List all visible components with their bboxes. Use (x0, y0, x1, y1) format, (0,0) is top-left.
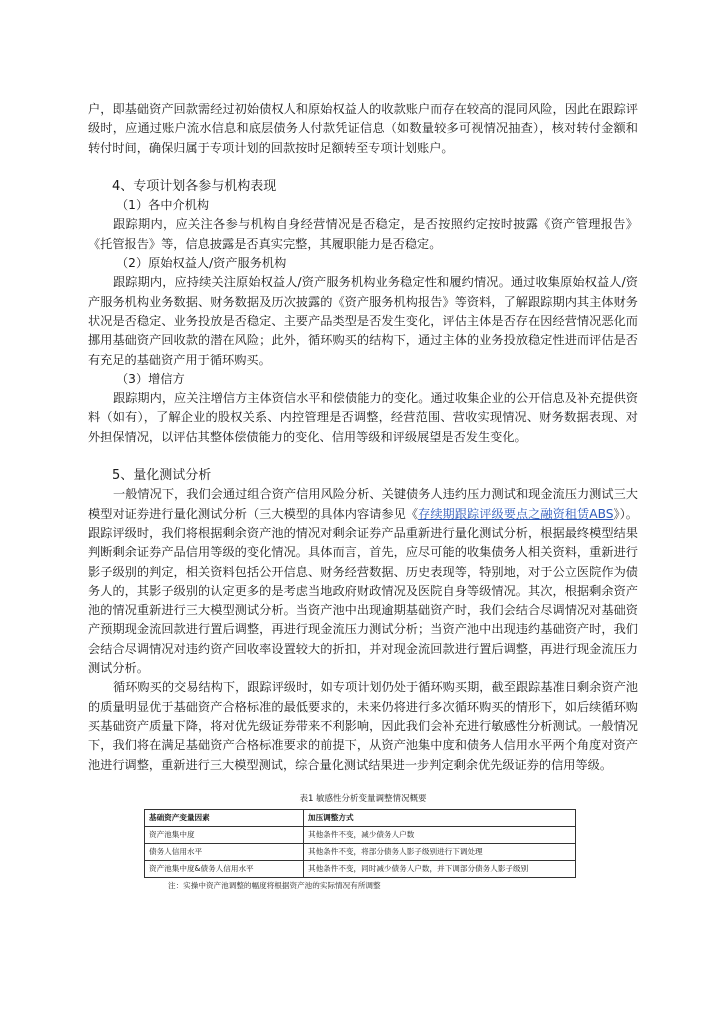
section-4-1-heading: （1）各中介机构 (116, 198, 210, 213)
table-cell: 资产池集中度&债务人信用水平 (145, 860, 304, 877)
table-row (145, 826, 576, 843)
section-5-body-1-part-b: 》）。跟踪评级时，我们将根据剩余资产池的情况对剩余证券产品重新进行量化测试分析，根据最终模型结果判断剩余证券产品信用等级的变化情况。具体而言，首先，应尽可能的收集债务人相关资料，重新进行影子级别的判定，相关资料包括公开信息、财务经营数据、历史表现等，特别地，对于公立医院作为债务人的，其影子级别的认定更多的是考虑当地政府财政情况及医院自身等级情况。其次，根据剩余资产池的情况重新进行三大模型测试分析。当资产池中出现逾期基础资产时，我们会结合尽调情况对基础资产预期现金流回款进行置后调整，再进行现金流压力测试分析；当资产池中出现违约基础资产时，我们会结合尽调情况对违约资产回收率设置较大的折扣，并对现金流回款进行置后调整，再进行现金流压力测试分析。 (88, 506, 638, 676)
table-note: 注：实操中资产池调整的幅度将根据资产池的实际情况有所调整 (168, 880, 381, 890)
table-cell: 其他条件不变，将部分债务人影子级别进行下调处理 (304, 843, 576, 860)
section-4-2-heading: （2）原始权益人/资产服务机构 (116, 256, 287, 271)
section-4-3-body: 跟踪期内，应关注增信方主体资信水平和偿债能力的变化。通过收集企业的公开信息及补充提供资料（如有），了解企业的股权关系、内控管理是否调整，经营范围、营收实现情况、财务数据表现、对外担保情况，以评估其整体偿债能力的变化、信用等级和评级展望是否发生变化。 (88, 391, 638, 444)
table-header-row (145, 809, 576, 826)
table-row (145, 860, 576, 877)
section-5-heading: 5、量化测试分析 (112, 468, 212, 484)
section-5-body-2: 循环购买的交易结构下，跟踪评级时，如专项计划仍处于循环购买期，截至跟踪基准日剩余资产池的质量明显优于基础资产合格标准的最低要求的，未来仍将进行多次循环购买的情形下，如后续循环购买基础资产质量下降，将对优先级证券带来不利影响，因此我们会补充进行敏感性分析测试。一般情况下，我们将在满足基础资产合格标准要求的前提下，从资产池集中度和债务人信用水平两个角度对资产池进行调整，重新进行三大模型测试，综合量化测试结果进一步判定剩余优先级证券的信用等级。 (88, 680, 638, 772)
table-cell: 其他条件不变，同时减少债务人户数，并下调部分债务人影子级别 (304, 860, 576, 877)
section-4-heading: 4、专项计划各参与机构表现 (112, 178, 277, 194)
section-4-1-body: 跟踪期内，应关注各参与机构自身经营情况是否稳定，是否按照约定按时披露《资产管理报告》《托管报告》等，信息披露是否真实完整，其履职能力是否稳定。 (88, 217, 638, 251)
section-4-3-heading: （3）增信方 (116, 371, 185, 386)
section-4-2-body: 跟踪期内，应持续关注原始权益人/资产服务机构业务稳定性和履约情况。通过收集原始权益人/资产服务机构业务数据、财务数据及历次披露的《资产服务机构报告》等资料，了解跟踪期内其主体财务状况是否稳定、业务投放是否稳定、主要产品类型是否发生变化，评估主体是否存在因经营情况恶化而挪用基础资产回收款的潜在风险；此外，循环购买的结构下，通过主体的业务投放稳定性进而评估是否有充足的基础资产用于循环购买。 (88, 275, 638, 367)
table-cell: 债务人信用水平 (145, 843, 304, 860)
sensitivity-table (144, 809, 576, 878)
sensitivity-table-block (88, 793, 638, 891)
table-cell: 资产池集中度 (145, 826, 304, 843)
section-5-body-1-part-a: 一般情况下，我们会通过组合资产信用风险分析、关键债务人违约压力测试和现金流压力测试三大模型对证券进行量化测试分析（三大模型的具体内容请参见《 (88, 487, 638, 521)
intro-paragraph: 户，即基础资产回款需经过初始债权人和原始权益人的收款账户而存在较高的混同风险，因此在跟踪评级时，应通过账户流水信息和底层债务人付款凭证信息（如数量较多可视情况抽查），核对转付金额和转付时间，确保归属于专项计划的回款按时足额转至专项计划账户。 (88, 102, 638, 155)
table-row (145, 843, 576, 860)
table-header-cell: 基础资产变量因素 (145, 809, 304, 826)
section-5-body-1 (88, 485, 638, 678)
report-link[interactable]: 存续期跟踪评级要点之融资租赁ABS (418, 506, 614, 521)
table-header-cell: 加压调整方式 (304, 809, 576, 826)
table-cell: 其他条件不变，减少债务人户数 (304, 826, 576, 843)
document-body (88, 100, 638, 891)
table-caption: 表1 敏感性分析变量调整情况概要 (299, 793, 427, 804)
